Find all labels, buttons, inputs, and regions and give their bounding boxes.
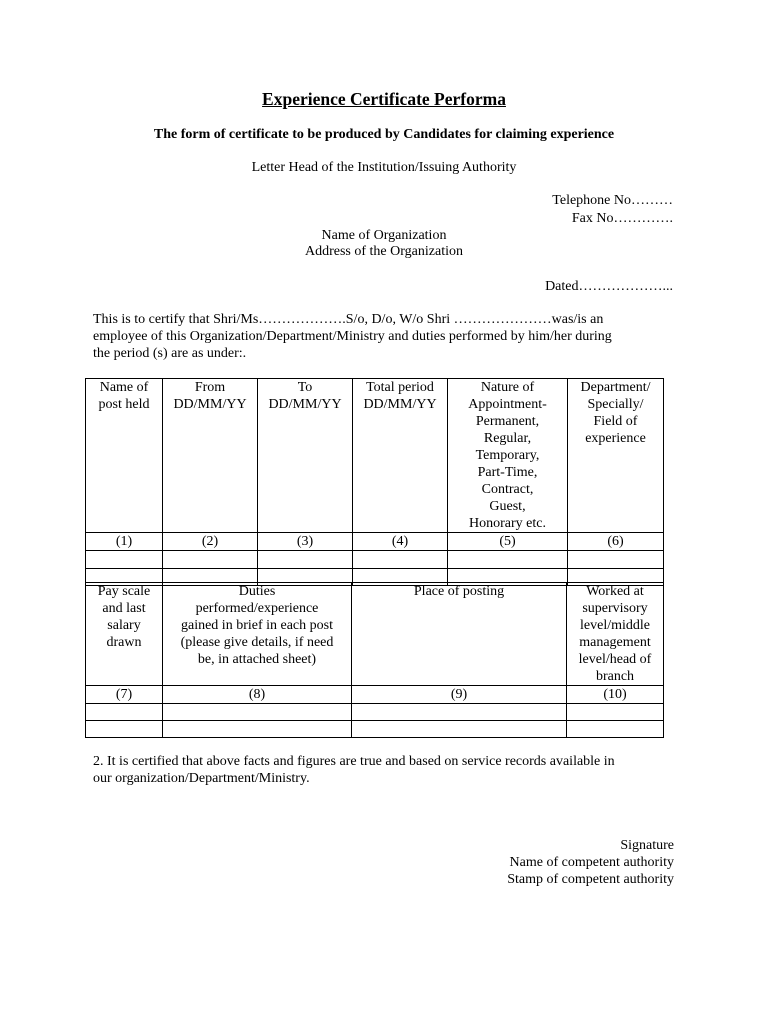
column-number: (8) (163, 686, 352, 704)
header-cell-pay-scale (86, 583, 163, 686)
cell-text: Regular, (483, 431, 532, 446)
blank-cell (567, 704, 664, 721)
cell-text: DD/MM/YY (268, 397, 342, 412)
cell-text: level/head of (578, 652, 652, 667)
cell-text: Pay scale (97, 584, 151, 599)
blank-cell (86, 721, 163, 738)
blank-cell (568, 551, 664, 569)
competent-authority-stamp-label: Stamp of competent authority (507, 872, 674, 887)
cell-text: (please give details, if need (180, 635, 334, 650)
cell-text: Honorary etc. (469, 516, 546, 531)
cell-text: Duties (238, 584, 276, 599)
letterhead-line: Letter Head of the Institution/Issuing Authority (251, 160, 517, 175)
cell-text: Place of posting (413, 584, 505, 599)
blank-cell (163, 704, 352, 721)
cell-text: drawn (106, 635, 142, 650)
table-header-row (86, 379, 664, 533)
organization-name: Name of Organization (321, 228, 447, 243)
cell-text: experience (585, 431, 646, 446)
column-number: (9) (352, 686, 567, 704)
table-header-row (86, 583, 664, 686)
cell-text: branch (595, 669, 635, 684)
blank-cell (86, 551, 163, 569)
cell-text: Part-Time, (477, 465, 538, 480)
cell-text: gained in brief in each post (180, 618, 333, 633)
header-cell-place-of-posting (352, 583, 567, 686)
certified-paragraph (93, 753, 683, 787)
organization-address: Address of the Organization (305, 244, 463, 259)
header-cell-post (86, 379, 163, 533)
duties-table (85, 582, 664, 738)
certified-line: 2. It is certified that above facts and figures are true and based on service records available in (93, 754, 615, 769)
header-cell-from (163, 379, 258, 533)
certify-line: This is to certify that Shri/Ms……………….S/o, D/o, W/o Shri …………………was/is an (93, 312, 604, 327)
cell-text: Contract, (481, 482, 534, 497)
certify-line: employee of this Organization/Department/Ministry and duties performed by him/her during (93, 329, 612, 344)
signature-block (507, 837, 674, 888)
cell-text: level/middle (580, 618, 650, 633)
cell-text: Appointment- (468, 397, 547, 412)
document-subtitle: The form of certificate to be produced by Candidates for claiming experience (153, 127, 615, 142)
header-cell-nature (448, 379, 568, 533)
cell-text: supervisory (582, 601, 648, 616)
certify-line: the period (s) are as under:. (93, 346, 247, 361)
blank-cell (352, 721, 567, 738)
table-blank-row (86, 704, 664, 721)
cell-text: management (579, 635, 651, 650)
cell-text: Field of (593, 414, 638, 429)
telephone-line: Telephone No……… (552, 193, 673, 208)
dated-line: Dated………………... (545, 279, 673, 294)
cell-text: To (297, 380, 313, 395)
blank-cell (567, 721, 664, 738)
certify-paragraph (93, 311, 683, 362)
certified-line: our organization/Department/Ministry. (93, 771, 310, 786)
header-cell-worked-at (567, 583, 664, 686)
cell-text: Name of (99, 380, 149, 395)
cell-text: performed/experience (195, 601, 319, 616)
column-number: (3) (258, 533, 353, 551)
table-number-row (86, 686, 664, 704)
cell-text: Specially/ (587, 397, 644, 412)
cell-text: Nature of (480, 380, 535, 395)
signature-label: Signature (620, 838, 674, 853)
cell-text: From (194, 380, 226, 395)
table-blank-row (86, 551, 664, 569)
experience-table (85, 378, 664, 586)
blank-cell (353, 551, 448, 569)
column-number: (10) (567, 686, 664, 704)
column-number: (7) (86, 686, 163, 704)
header-cell-to (258, 379, 353, 533)
table-blank-row (86, 721, 664, 738)
fax-line: Fax No…………. (571, 211, 673, 226)
cell-text: DD/MM/YY (173, 397, 247, 412)
cell-text: Permanent, (475, 414, 540, 429)
cell-text: Total period (366, 380, 434, 395)
competent-authority-name-label: Name of competent authority (509, 855, 674, 870)
blank-cell (86, 704, 163, 721)
blank-cell (163, 721, 352, 738)
blank-cell (448, 551, 568, 569)
cell-text: post held (98, 397, 150, 412)
blank-cell (163, 551, 258, 569)
column-number: (5) (448, 533, 568, 551)
document-title: Experience Certificate Performa (262, 89, 506, 109)
cell-text: be, in attached sheet) (197, 652, 317, 667)
cell-text: Department/ (580, 380, 651, 395)
table-number-row (86, 533, 664, 551)
header-cell-total-period (353, 379, 448, 533)
column-number: (2) (163, 533, 258, 551)
cell-text: salary (107, 618, 141, 633)
cell-text: Temporary, (475, 448, 540, 463)
blank-cell (258, 551, 353, 569)
cell-text: DD/MM/YY (363, 397, 437, 412)
cell-text: and last (102, 601, 146, 616)
header-cell-duties (163, 583, 352, 686)
column-number: (1) (86, 533, 163, 551)
cell-text: Worked at (586, 584, 644, 599)
column-number: (4) (353, 533, 448, 551)
blank-cell (352, 704, 567, 721)
column-number: (6) (568, 533, 664, 551)
header-cell-department (568, 379, 664, 533)
cell-text: Guest, (489, 499, 526, 514)
